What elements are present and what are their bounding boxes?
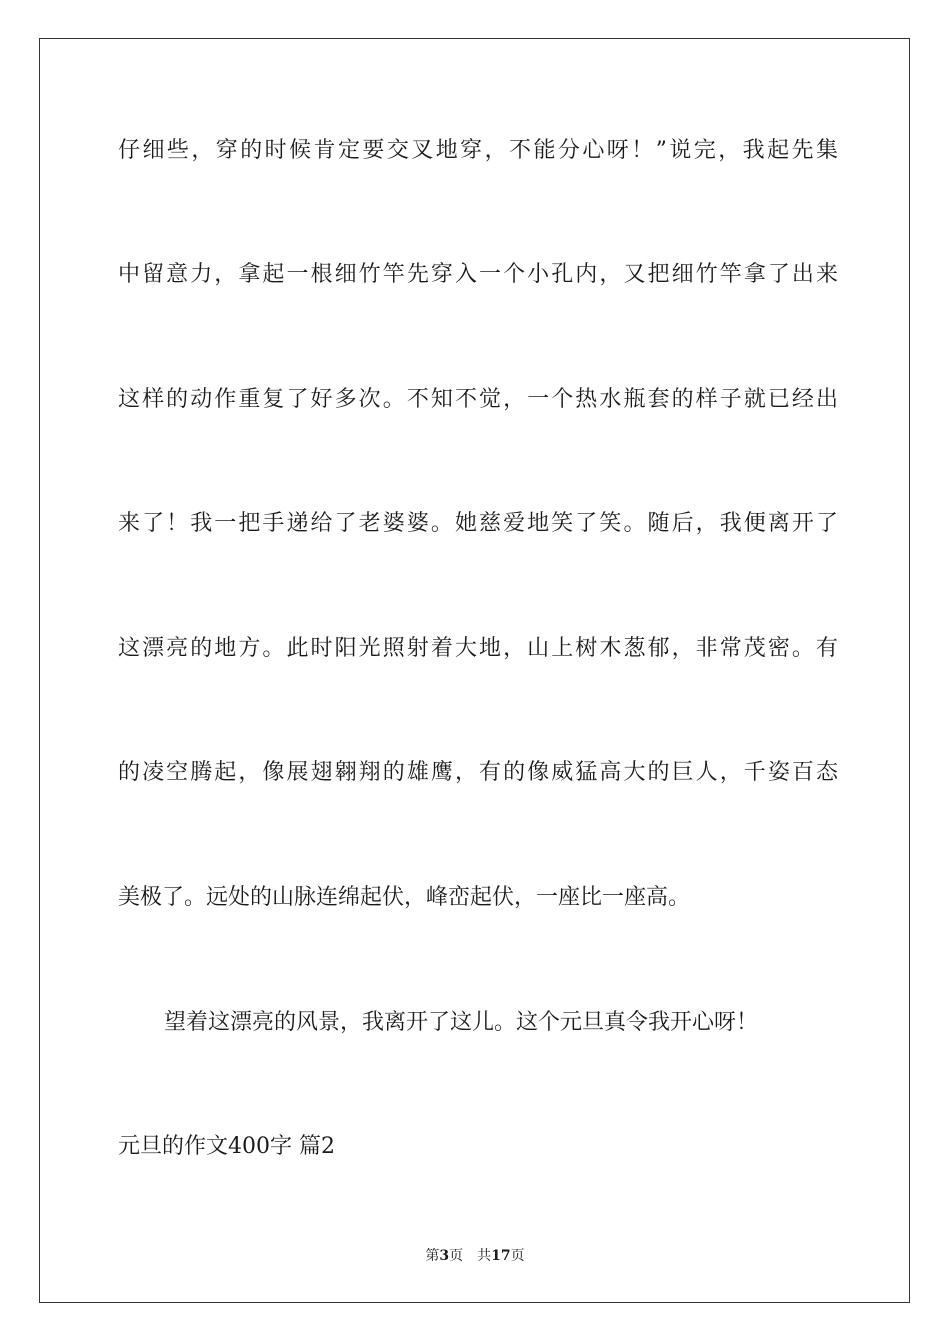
paragraph-line-1: 仔细些，穿的时候肯定要交叉地穿，不能分心呀！”说完，我起先集 [118, 138, 838, 163]
total-pages: 17 [491, 1248, 511, 1264]
page-label-prefix: 第 [425, 1248, 440, 1264]
page-label-suffix: 页 [449, 1248, 464, 1264]
paragraph-line-4: 来了！我一把手递给了老婆婆。她慈爱地笑了笑。随后，我便离开了 [118, 511, 838, 536]
section-heading: 元旦的作文400字 篇2 [118, 1134, 335, 1159]
closing-paragraph: 望着这漂亮的风景，我离开了这儿。这个元旦真令我开心呀！ [164, 1010, 759, 1035]
page-border [39, 38, 910, 1303]
total-label-suffix: 页 [510, 1248, 525, 1264]
page-footer [0, 1247, 950, 1265]
paragraph-line-3: 这样的动作重复了好多次。不知不觉，一个热水瓶套的样子就已经出 [118, 387, 838, 412]
total-label-prefix: 共 [477, 1248, 492, 1264]
paragraph-line-7: 美极了。远处的山脉连绵起伏，峰峦起伏，一座比一座高。 [118, 885, 691, 910]
paragraph-line-2: 中留意力，拿起一根细竹竿先穿入一个小孔内，又把细竹竿拿了出来 [118, 262, 838, 287]
paragraph-line-6: 的凌空腾起，像展翅翱翔的雄鹰，有的像威猛高大的巨人，千姿百态 [118, 760, 838, 785]
page-number: 3 [439, 1248, 450, 1264]
paragraph-line-5: 这漂亮的地方。此时阳光照射着大地，山上树木葱郁，非常茂密。有 [118, 636, 838, 661]
